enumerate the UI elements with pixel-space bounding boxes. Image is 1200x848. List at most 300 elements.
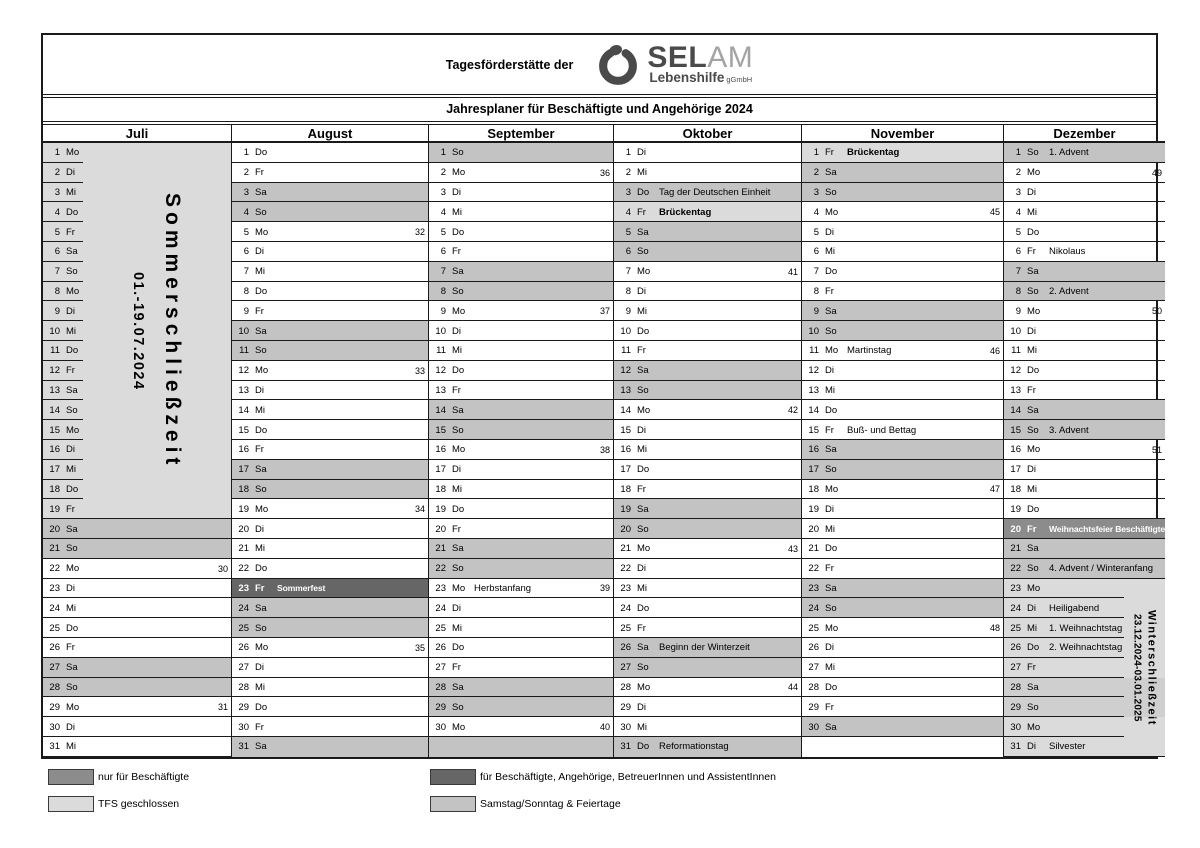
day-row: [1004, 183, 1165, 203]
day-weekday: Do: [637, 741, 650, 753]
day-number: 17: [620, 464, 631, 476]
day-row: [614, 222, 801, 242]
day-number: 24: [435, 602, 446, 614]
day-number: 26: [435, 642, 446, 654]
day-number: 6: [54, 246, 60, 258]
day-weekday: Mo: [452, 721, 466, 733]
day-weekday: Do: [255, 285, 268, 297]
day-row: [614, 678, 801, 698]
day-label: [232, 563, 272, 574]
day-label: [232, 682, 272, 693]
day-label: [43, 444, 83, 455]
day-weekday: Mi: [66, 325, 77, 337]
week-number: 49: [1151, 167, 1162, 178]
day-row: [43, 697, 231, 717]
day-weekday: Di: [825, 503, 834, 515]
closure-block-summer: [83, 143, 231, 519]
day-number: 29: [620, 701, 631, 713]
day-number: 14: [435, 404, 446, 416]
day-number: 26: [808, 642, 819, 654]
day-weekday: Fr: [1027, 246, 1036, 258]
day-number: 19: [808, 503, 819, 515]
day-number: 11: [239, 345, 249, 357]
day-number: 5: [813, 226, 819, 238]
day-number: 2: [625, 167, 631, 179]
day-label: [802, 623, 842, 634]
day-weekday: Mi: [66, 741, 77, 753]
day-weekday: Fr: [255, 444, 264, 456]
day-row: [802, 183, 1003, 203]
day-number: 8: [54, 285, 60, 297]
day-weekday: Sa: [1027, 266, 1039, 278]
day-label: [43, 326, 83, 337]
day-number: 30: [1010, 721, 1021, 733]
day-number: 24: [808, 602, 819, 614]
day-row: [43, 717, 231, 737]
day-row: [429, 420, 613, 440]
day-weekday: Di: [637, 424, 646, 436]
day-row: [43, 559, 231, 579]
day-number: 21: [238, 543, 249, 555]
day-number: 2: [243, 167, 249, 179]
day-weekday: Fr: [1027, 384, 1036, 396]
month-column-juli: [43, 125, 232, 757]
day-row: [429, 202, 613, 222]
day-weekday: Do: [825, 543, 838, 555]
day-row: [1004, 222, 1165, 242]
day-weekday: Sa: [255, 464, 267, 476]
day-row: [1004, 301, 1165, 321]
legend-item-staff-family: [430, 769, 776, 785]
day-row: [802, 737, 1003, 757]
day-row: [1004, 143, 1165, 163]
month-body: [802, 143, 1003, 757]
day-weekday: Mi: [1027, 345, 1038, 357]
day-label: [43, 642, 83, 653]
day-label: [429, 385, 469, 396]
day-label: [232, 583, 272, 594]
day-weekday: Fr: [825, 563, 834, 575]
day-label: [232, 504, 272, 515]
week-number: 38: [599, 444, 610, 455]
day-weekday: So: [1027, 424, 1039, 436]
day-number: 8: [440, 285, 446, 297]
day-label: [614, 623, 654, 634]
day-row: [802, 202, 1003, 222]
day-label: [614, 464, 654, 475]
day-weekday: So: [66, 543, 78, 555]
day-number: 11: [809, 345, 819, 357]
day-number: 9: [625, 305, 631, 317]
day-label: [429, 642, 469, 653]
day-note: 3. Advent: [1049, 424, 1089, 436]
day-label: [1004, 642, 1044, 653]
day-row: [429, 222, 613, 242]
day-number: 19: [1010, 503, 1021, 515]
day-number: 11: [436, 345, 446, 357]
day-label: [614, 741, 654, 752]
day-number: 16: [49, 444, 60, 456]
day-number: 15: [238, 424, 249, 436]
day-row: [429, 579, 613, 599]
day-label: [232, 444, 272, 455]
day-row: [1004, 400, 1165, 420]
day-number: 25: [620, 622, 631, 634]
day-row: [429, 400, 613, 420]
day-row: [802, 262, 1003, 282]
day-label: [43, 722, 83, 733]
day-row: [429, 618, 613, 638]
day-label: [802, 246, 842, 257]
day-row: [1004, 321, 1165, 341]
day-number: 2: [1015, 167, 1021, 179]
day-label: [43, 167, 83, 178]
day-row: [614, 202, 801, 222]
day-weekday: Mo: [255, 503, 269, 515]
day-row: [429, 282, 613, 302]
day-number: 29: [49, 701, 60, 713]
day-label: [1004, 425, 1044, 436]
day-number: 4: [813, 206, 819, 218]
day-label: [614, 326, 654, 337]
day-number: 10: [808, 325, 819, 337]
day-label: [1004, 662, 1044, 673]
month-column-november: [802, 125, 1004, 757]
day-number: 19: [49, 503, 60, 515]
day-label: [614, 702, 654, 713]
day-weekday: Mo: [1027, 721, 1041, 733]
day-weekday: Sa: [452, 266, 464, 278]
day-weekday: Fr: [255, 305, 264, 317]
day-row: [232, 183, 428, 203]
day-row: [614, 262, 801, 282]
day-label: [614, 266, 654, 277]
day-row: [614, 460, 801, 480]
day-number: 19: [238, 503, 249, 515]
day-row: [1004, 202, 1165, 222]
legend: [48, 769, 776, 812]
day-row: [232, 202, 428, 222]
day-note: Brückentag: [659, 206, 712, 218]
day-row: [232, 301, 428, 321]
day-number: 7: [54, 266, 60, 278]
day-weekday: Sa: [255, 602, 267, 614]
day-label: [43, 266, 83, 277]
logo-lebenshilfe: Lebenshilfe: [649, 70, 725, 85]
month-header: September: [429, 125, 613, 143]
day-label: [1004, 306, 1044, 317]
day-label: [232, 464, 272, 475]
day-weekday: Fr: [66, 503, 75, 515]
logo-sel: SEL: [647, 41, 708, 74]
day-number: 13: [238, 384, 249, 396]
day-weekday: Do: [637, 186, 650, 198]
day-row: [232, 737, 428, 757]
day-label: [429, 662, 469, 673]
day-number: 23: [1010, 582, 1021, 594]
week-number: 42: [787, 405, 798, 416]
day-weekday: Di: [255, 662, 264, 674]
day-note: Reformationstag: [659, 741, 729, 753]
day-row: [802, 143, 1003, 163]
day-row: [1004, 242, 1165, 262]
day-weekday: Di: [1027, 186, 1036, 198]
day-weekday: Mi: [255, 543, 266, 555]
day-row: [43, 618, 231, 638]
day-weekday: So: [825, 325, 837, 337]
day-number: 18: [620, 483, 631, 495]
day-row: [43, 519, 231, 539]
day-number: 23: [435, 582, 446, 594]
day-label: [1004, 227, 1044, 238]
day-row: [1004, 460, 1165, 480]
day-row: [232, 222, 428, 242]
day-number: 20: [49, 523, 60, 535]
day-number: 24: [238, 602, 249, 614]
day-number: 7: [243, 266, 249, 278]
day-row: [802, 282, 1003, 302]
day-label: [1004, 524, 1044, 535]
day-weekday: Do: [255, 701, 268, 713]
day-weekday: Di: [637, 701, 646, 713]
day-weekday: Di: [452, 325, 461, 337]
day-label: [232, 543, 272, 554]
day-label: [802, 345, 842, 356]
day-label: [802, 722, 842, 733]
day-label: [429, 444, 469, 455]
day-row: [429, 381, 613, 401]
week-number: 48: [989, 623, 1000, 634]
day-number: 6: [440, 246, 446, 258]
day-number: 9: [54, 305, 60, 317]
day-label: [1004, 504, 1044, 515]
week-number: 47: [989, 484, 1000, 495]
day-weekday: Sa: [825, 721, 837, 733]
week-number: 30: [217, 563, 228, 574]
day-row: [429, 499, 613, 519]
day-label: [802, 167, 842, 178]
day-weekday: So: [452, 563, 464, 575]
day-weekday: Di: [66, 444, 75, 456]
day-weekday: Di: [452, 602, 461, 614]
day-row: [802, 381, 1003, 401]
day-weekday: Di: [66, 167, 75, 179]
day-label: [802, 385, 842, 396]
day-number: 22: [1010, 563, 1021, 575]
day-number: 22: [808, 563, 819, 575]
day-row: [429, 440, 613, 460]
day-weekday: Mi: [825, 662, 836, 674]
day-row: [429, 737, 613, 757]
day-label: [43, 306, 83, 317]
day-row: [614, 341, 801, 361]
day-number: 12: [49, 365, 60, 377]
day-row: [614, 598, 801, 618]
day-row: [614, 480, 801, 500]
day-number: 17: [1010, 464, 1021, 476]
month-body: [1004, 143, 1165, 757]
day-row: [43, 539, 231, 559]
day-number: 10: [620, 325, 631, 337]
day-number: 1: [1015, 147, 1021, 159]
day-label: [802, 702, 842, 713]
month-column-august: [232, 125, 429, 757]
day-weekday: Mo: [66, 285, 80, 297]
day-row: [1004, 163, 1165, 183]
day-weekday: Sa: [1027, 404, 1039, 416]
day-weekday: Di: [255, 246, 264, 258]
month-header: Oktober: [614, 125, 801, 143]
day-row: [232, 499, 428, 519]
day-weekday: Do: [66, 345, 79, 357]
day-row: [232, 381, 428, 401]
legend-label: TFS geschlossen: [98, 798, 180, 810]
day-number: 4: [625, 206, 631, 218]
day-weekday: Fr: [1027, 662, 1036, 674]
day-number: 9: [1015, 305, 1021, 317]
day-label: [43, 464, 83, 475]
day-label: [1004, 405, 1044, 416]
day-weekday: Di: [452, 186, 461, 198]
day-row: [232, 163, 428, 183]
day-row: [614, 737, 801, 757]
day-weekday: So: [1027, 285, 1039, 297]
day-weekday: Do: [255, 147, 268, 159]
day-number: 17: [238, 464, 249, 476]
day-label: [614, 642, 654, 653]
day-label: [614, 345, 654, 356]
day-label: [429, 583, 469, 594]
day-label: [614, 147, 654, 158]
day-number: 13: [435, 384, 446, 396]
day-number: 22: [435, 563, 446, 575]
day-row: [614, 282, 801, 302]
closure-title: Sommerschließzeit: [161, 192, 184, 470]
day-label: [232, 187, 272, 198]
day-note: Sommerfest: [277, 583, 326, 594]
day-row: [614, 163, 801, 183]
day-number: 16: [238, 444, 249, 456]
day-number: 25: [1010, 622, 1021, 634]
day-weekday: Fr: [825, 701, 834, 713]
day-label: [802, 484, 842, 495]
day-label: [802, 425, 842, 436]
day-number: 4: [1015, 206, 1021, 218]
day-number: 22: [620, 563, 631, 575]
day-weekday: Di: [637, 285, 646, 297]
day-label: [43, 286, 83, 297]
day-label: [614, 543, 654, 554]
day-label: [802, 286, 842, 297]
day-row: [614, 499, 801, 519]
day-label: [1004, 623, 1044, 634]
day-number: 28: [49, 681, 60, 693]
logo-am: AM: [707, 41, 754, 74]
day-label: [429, 603, 469, 614]
day-number: 17: [435, 464, 446, 476]
day-number: 13: [49, 384, 60, 396]
day-number: 19: [620, 503, 631, 515]
day-number: 27: [620, 662, 631, 674]
week-number: 51: [1151, 444, 1162, 455]
closure-block-winter: [1124, 598, 1165, 737]
week-number: 46: [989, 345, 1000, 356]
day-label: [43, 682, 83, 693]
day-label: [232, 147, 272, 158]
day-label: [232, 702, 272, 713]
month-body: [614, 143, 801, 757]
day-weekday: Fr: [255, 167, 264, 179]
day-number: 22: [49, 563, 60, 575]
day-label: [43, 623, 83, 634]
day-number: 3: [440, 186, 446, 198]
day-label: [43, 543, 83, 554]
day-label: [614, 484, 654, 495]
day-row: [614, 420, 801, 440]
day-number: 18: [238, 483, 249, 495]
day-weekday: Do: [825, 266, 838, 278]
day-weekday: Mo: [452, 305, 466, 317]
day-label: [614, 662, 654, 673]
day-row: [802, 222, 1003, 242]
day-weekday: Di: [66, 721, 75, 733]
day-label: [614, 444, 654, 455]
day-number: 23: [49, 582, 60, 594]
day-label: [429, 464, 469, 475]
day-number: 21: [620, 543, 631, 555]
day-number: 5: [440, 226, 446, 238]
day-weekday: Mi: [825, 246, 836, 258]
day-number: 10: [49, 325, 60, 337]
day-weekday: Mo: [452, 582, 466, 594]
day-label: [802, 464, 842, 475]
day-row: [1004, 559, 1165, 579]
day-label: [232, 227, 272, 238]
day-number: 20: [808, 523, 819, 535]
day-weekday: Mi: [66, 464, 77, 476]
day-label: [429, 524, 469, 535]
day-label: [1004, 722, 1044, 733]
day-weekday: Mo: [825, 345, 839, 357]
day-number: 13: [620, 384, 631, 396]
day-number: 4: [54, 206, 60, 218]
day-row: [232, 598, 428, 618]
day-row: [1004, 420, 1165, 440]
day-row: [614, 143, 801, 163]
logo-subline: [647, 70, 753, 86]
month-header: Dezember: [1004, 125, 1165, 143]
day-label: [232, 266, 272, 277]
day-note: 4. Advent / Winteranfang: [1049, 563, 1154, 575]
day-weekday: Mi: [452, 483, 463, 495]
week-number: 34: [414, 504, 425, 515]
day-weekday: So: [1027, 701, 1039, 713]
day-row: [614, 638, 801, 658]
day-weekday: Di: [1027, 602, 1036, 614]
day-weekday: Sa: [825, 305, 837, 317]
day-number: 11: [50, 345, 60, 357]
day-number: 18: [49, 483, 60, 495]
day-label: [429, 365, 469, 376]
day-row: [614, 361, 801, 381]
day-label: [614, 246, 654, 257]
day-label: [429, 326, 469, 337]
day-label: [429, 147, 469, 158]
day-row: [1004, 539, 1165, 559]
day-number: 5: [1015, 226, 1021, 238]
day-number: 21: [435, 543, 446, 555]
day-row: [429, 559, 613, 579]
